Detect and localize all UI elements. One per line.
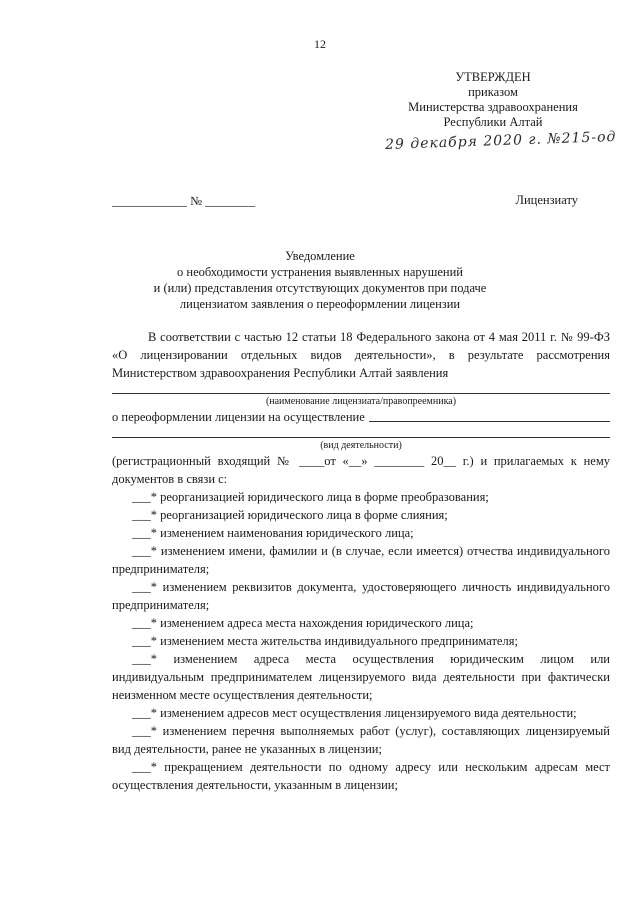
addressee: Лицензиату	[515, 193, 578, 207]
document-title	[0, 248, 640, 312]
reason-item: ___* изменением реквизитов документа, удостоверяющего личность индивидуального предпринимателя;	[112, 580, 610, 612]
title-line-4: лицензиатом заявления о переоформлении лицензии	[179, 297, 461, 311]
licensee-caption: (наименование лицензиата/правопреемника)	[265, 396, 457, 407]
reasons-list	[112, 488, 610, 794]
approval-line-order: приказом	[468, 85, 518, 99]
reason-item: ___* изменением адреса места нахождения юридического лица;	[132, 616, 474, 630]
title-line-1: Уведомление	[285, 249, 355, 263]
reason-item: ___* изменением перечня выполняемых работ (услуг), составляющих лицензируемый вид деятельности, ранее не указанных в лицензии;	[112, 724, 610, 756]
reason-item: ___* изменением адресов мест осуществления лицензируемого вида деятельности;	[132, 706, 577, 720]
reason-item: ___* изменением имени, фамилии и (в случае, если имеется) отчества индивидуального предпринимателя;	[112, 544, 610, 576]
title-line-3: и (или) представления отсутствующих документов при подаче	[153, 281, 487, 295]
document-body	[112, 328, 610, 794]
licensee-name-line	[112, 382, 610, 394]
registration-paragraph: (регистрационный входящий № ____от «__» ________ 20__ г.) и прилагаемых к нему документов в связи с:	[112, 454, 610, 486]
registration-number-line: ____________ № ________	[112, 194, 256, 208]
approval-line-approved: УТВЕРЖДЕН	[455, 70, 531, 84]
intro-paragraph: В соответствии с частью 12 статьи 18 Федерального закона от 4 мая 2011 г. № 99-ФЗ «О лицензировании отдельных видов деятельности», в результате рассмотрения Министерством здравоохранения Республики Алтай заявления	[112, 330, 610, 380]
reissue-line	[112, 408, 610, 426]
approval-stamp	[388, 70, 598, 130]
reason-item: ___* реорганизацией юридического лица в форме слияния;	[132, 508, 448, 522]
approval-line-region: Республики Алтай	[443, 115, 543, 129]
activity-caption: (вид деятельности)	[320, 440, 402, 451]
activity-line	[112, 426, 610, 438]
reason-item: ___* реорганизацией юридического лица в форме преобразования;	[132, 490, 489, 504]
reason-item: ___* изменением адреса места осуществления юридическим лицом или индивидуальным предпринимателем лицензируемого вида деятельности при фактически неизменном месте осуществления деятельности;	[112, 652, 610, 702]
reissue-label: о переоформлении лицензии на осуществление	[112, 410, 365, 424]
handwritten-date-number: 29 декабря 2020 г. №215-од	[384, 128, 617, 154]
title-line-2: о необходимости устранения выявленных нарушений	[177, 265, 463, 279]
approval-line-ministry: Министерства здравоохранения	[408, 100, 578, 114]
reason-item: ___* прекращением деятельности по одному адресу или нескольким адресам мест осуществления деятельности, указанным в лицензии;	[112, 760, 610, 792]
page-number: 12	[314, 37, 326, 51]
reason-item: ___* изменением места жительства индивидуального предпринимателя;	[132, 634, 518, 648]
reason-item: ___* изменением наименования юридического лица;	[132, 526, 414, 540]
activity-fill-line	[369, 409, 610, 422]
